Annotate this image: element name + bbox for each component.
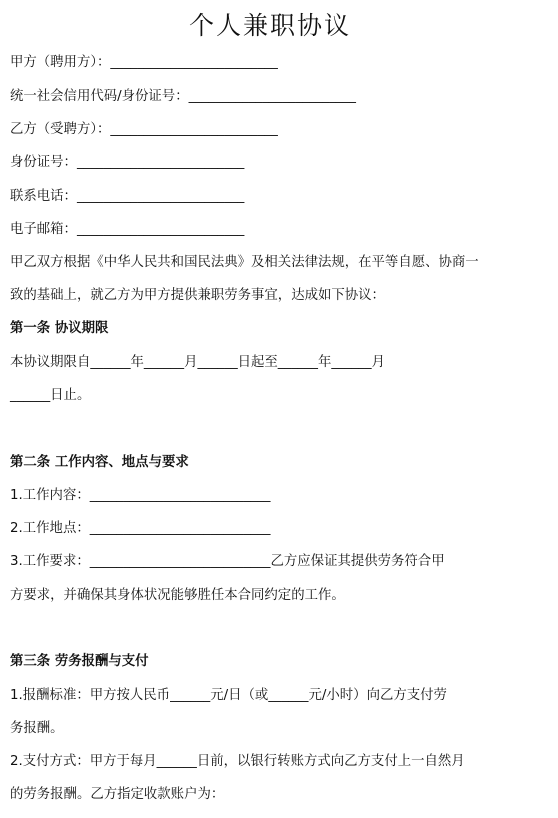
document-title: 个人兼职协议: [188, 11, 351, 40]
id-number-field: 身份证号：_________________________: [10, 155, 245, 170]
email-field: 电子邮箱：_________________________: [10, 222, 245, 237]
article-2-item-3-line-2: 方要求，并确保其身体状况能够胜任本合同约定的工作。: [10, 588, 345, 603]
article-3-item-2-line-1: 2.支付方式：甲方于每月______日前，以银行转账方式向乙方支付上一自然月: [10, 754, 465, 769]
phone-field: 联系电话：_________________________: [10, 189, 245, 204]
article-1-heading: 第一条 协议期限: [10, 321, 109, 336]
party-b-field: 乙方（受聘方）：_________________________: [10, 122, 278, 137]
article-3-heading: 第三条 劳务报酬与支付: [10, 654, 149, 669]
article-3-item-1-line-1: 1.报酬标准：甲方按人民币______元/日（或______元/小时）向乙方支付劳: [10, 688, 447, 703]
article-2-heading: 第二条 工作内容、地点与要求: [10, 455, 189, 470]
preamble-line-1: 甲乙双方根据《中华人民共和国民法典》及相关法律法规，在平等自愿、协商一: [10, 255, 479, 270]
preamble-line-2: 致的基础上，就乙方为甲方提供兼职劳务事宜，达成如下协议：: [10, 288, 385, 303]
article-3-item-2-line-2: 的劳务报酬。乙方指定收款账户为：: [10, 787, 225, 802]
credit-code-field: 统一社会信用代码/身份证号：_________________________: [10, 89, 356, 104]
article-3-item-1-line-2: 务报酬。: [10, 721, 64, 736]
party-a-field: 甲方（聘用方）：_________________________: [10, 55, 278, 70]
article-2-item-3-line-1: 3.工作要求：___________________________乙方应保证其提供劳务符合甲: [10, 554, 445, 569]
article-1-line-2: ______日止。: [10, 388, 91, 403]
article-2-item-1: 1.工作内容：___________________________: [10, 488, 271, 503]
article-2-item-2: 2.工作地点：___________________________: [10, 521, 271, 536]
article-1-line-1: 本协议期限自______年______月______日起至______年______月: [10, 355, 385, 370]
